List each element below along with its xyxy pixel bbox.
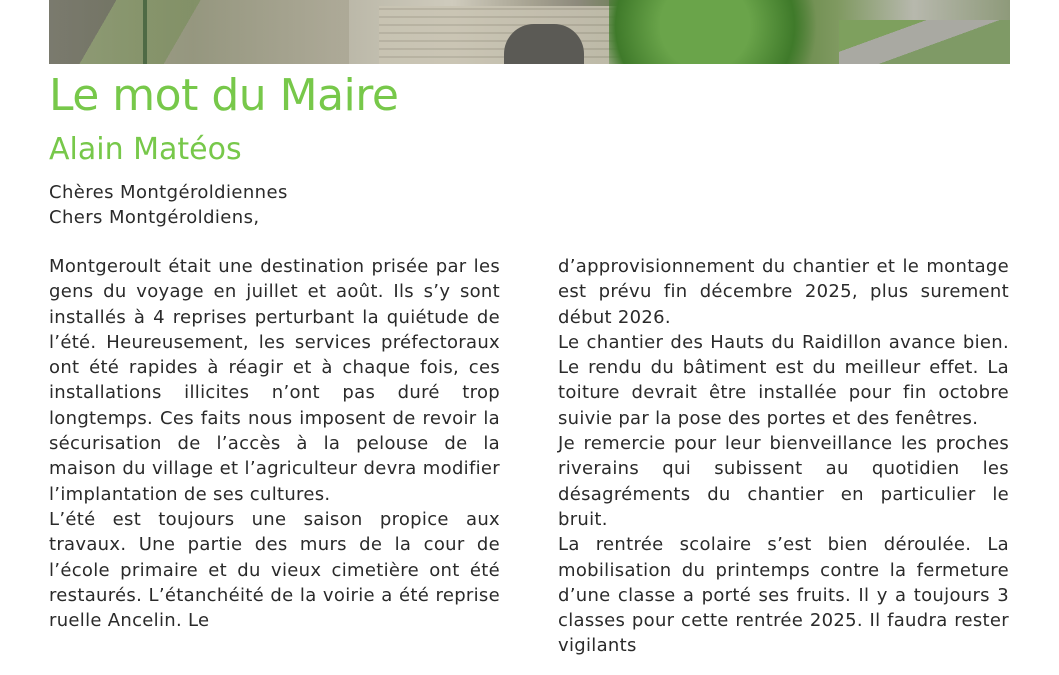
paragraph: L’été est toujours une saison propice aux travaux. Une partie des murs de la cour de l’école primaire et du vieux cimetière ont été restaurés. L’étanchéité de la voirie a été reprise ruelle Ancelin. Le <box>49 508 500 632</box>
paragraph: La rentrée scolaire s’est bien déroulée. La mobilisation du printemps contre la fermeture d’une classe a porté ses fruits. Il y a toujours 3 classes pour cette rentrée 2025. Il faudra rester vigilants <box>558 534 1009 657</box>
paragraph: Le chantier des Hauts du Raidillon avance bien. Le rendu du bâtiment est du meilleur effet. La toiture devrait être installée pour fin octobre suivie par la pose des portes et des fenêtres. <box>558 331 1009 429</box>
photo-hillside <box>49 0 349 64</box>
right-column <box>558 254 1009 659</box>
left-column <box>49 254 500 633</box>
paragraph: d’approvisionnement du chantier et le montage est prévu fin décembre 2025, plus surement début 2026. <box>558 256 1009 328</box>
photo-pole <box>143 0 147 64</box>
photo-road <box>839 20 1010 64</box>
greeting <box>49 180 288 230</box>
greeting-line-2: Chers Montgéroldiens, <box>49 207 260 228</box>
author-name: Alain Matéos <box>49 132 242 167</box>
paragraph: Montgeroult était une destination prisée par les gens du voyage en juillet et août. Ils s’y sont installés à 4 reprises perturbant la quiétude de l’été. Heureusement, les services préfectoraux ont été rapides à réagir et à chaque fois, ces installations illicites n’ont pas duré trop longtemps. Ces faits nous imposent de revoir la sécurisation de l’accès à la pelouse de la maison du village et l’agriculteur devra modifier l’implantation de ses cultures. <box>49 256 500 505</box>
page-title: Le mot du Maire <box>49 70 399 121</box>
header-photo <box>49 0 1010 64</box>
photo-arched-door <box>504 24 584 64</box>
greeting-line-1: Chères Montgéroldiennes <box>49 182 288 203</box>
paragraph: Je remercie pour leur bienveillance les proches riverains qui subissent au quotidien les désagréments du chantier en particulier le bruit. <box>558 433 1009 530</box>
photo-tree <box>609 0 849 64</box>
